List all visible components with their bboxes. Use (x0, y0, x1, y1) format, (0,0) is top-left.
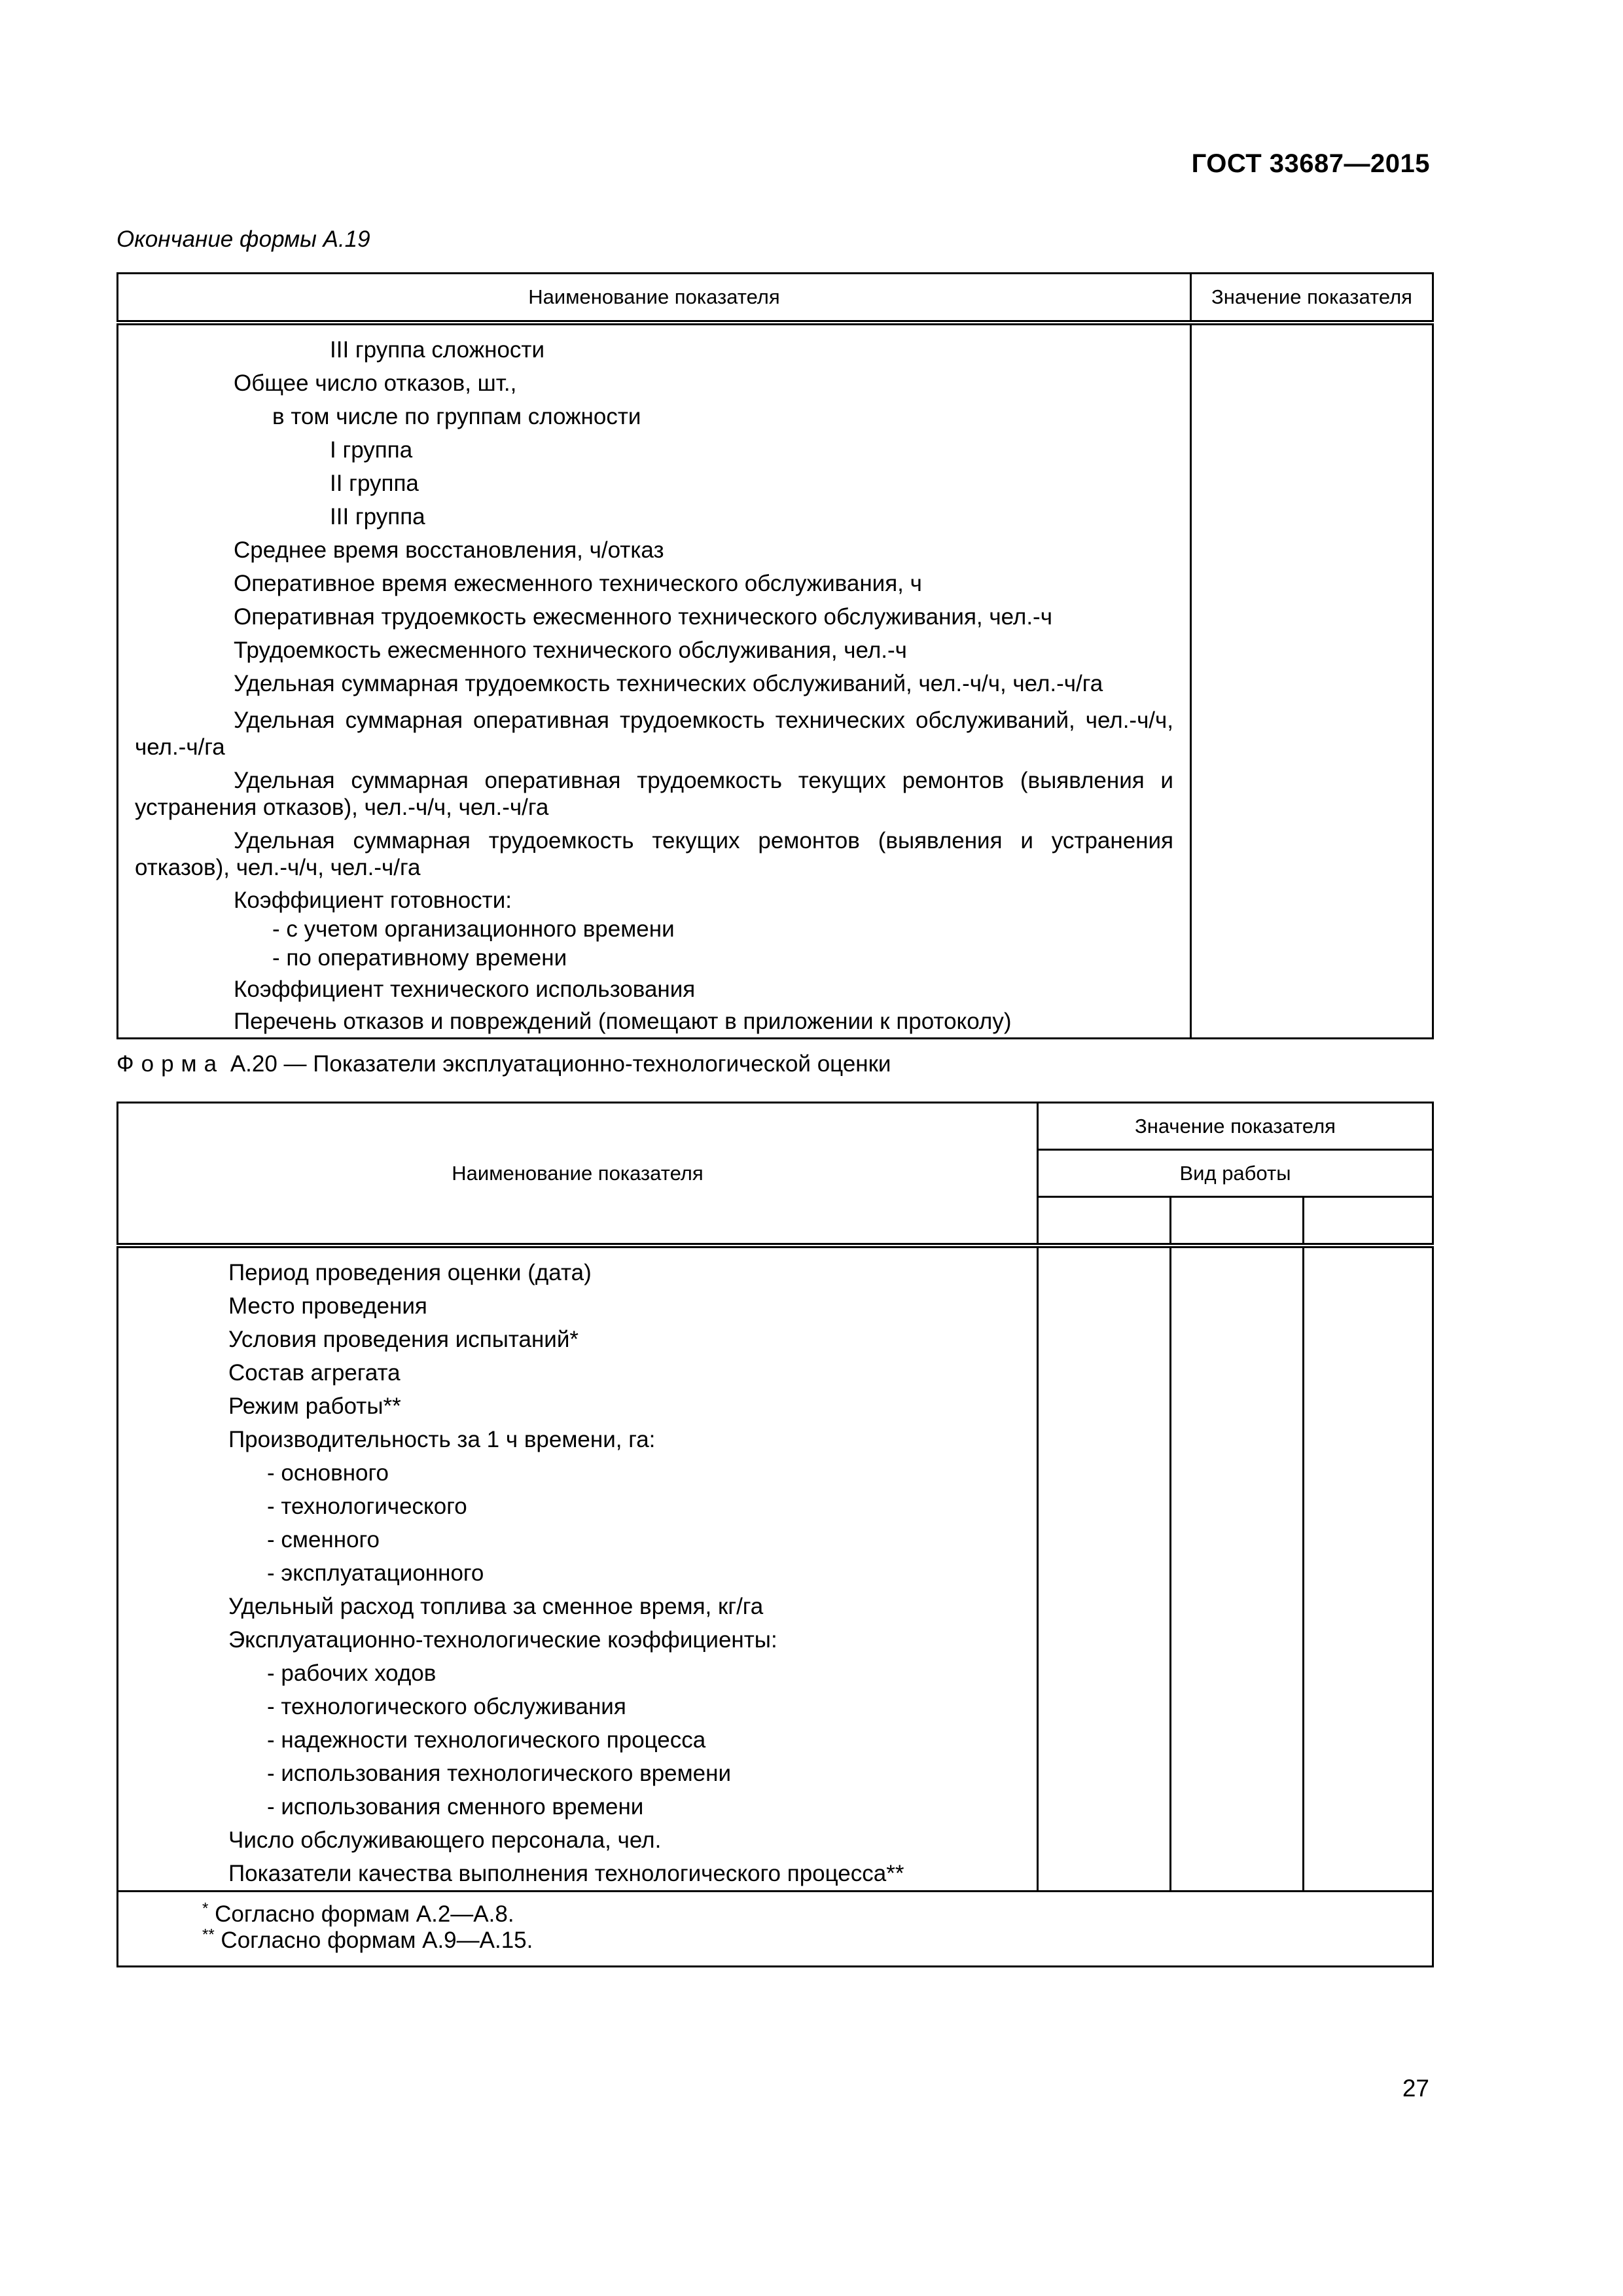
form-a19-table (116, 272, 1434, 1039)
column-header-work-type: Вид работы (1038, 1150, 1433, 1197)
list-item: Режим работы** (228, 1393, 401, 1419)
form-a20-caption (116, 1051, 891, 1077)
footnote-mark: * (202, 1899, 209, 1918)
list-item: Показатели качества выполнения технологического процесса** (228, 1861, 904, 1886)
footnote-mark: ** (202, 1926, 215, 1944)
list-item: Условия проведения испытаний* (228, 1327, 579, 1352)
list-item: Перечень отказов и повреждений (помещают в приложении к протоколу) (234, 1009, 1012, 1034)
standard-code: ГОСТ 33687—2015 (1191, 149, 1430, 178)
list-item: - по оперативному времени (272, 945, 567, 971)
column-header-name: Наименование показателя (118, 274, 1191, 323)
list-item: Удельная суммарная оперативная трудоемкость технических обслуживаний, чел.-ч/ч, чел.-ч/га (135, 708, 1173, 760)
list-item: Удельная суммарная трудоемкость текущих ремонтов (выявления и устранения отказов), чел.-ч/ч, чел.-ч/га (135, 828, 1173, 880)
table-body-row (118, 1246, 1433, 1892)
list-item: Оперативная трудоемкость ежесменного технического обслуживания, чел.-ч (234, 604, 1052, 630)
list-item: - эксплуатационного (267, 1560, 484, 1586)
list-item: Коэффициент технического использования (234, 977, 696, 1002)
column-header-name: Наименование показателя (118, 1103, 1038, 1246)
list-item: - надежности технологического процесса (267, 1727, 706, 1753)
list-item: Состав агрегата (228, 1360, 401, 1386)
table-header-row (118, 1103, 1433, 1150)
work-type-column (1171, 1197, 1304, 1246)
footnote-text: Согласно формам А.9—А.15. (221, 1928, 533, 1953)
list-item: - с учетом организационного времени (272, 916, 675, 942)
list-item: II группа (330, 471, 419, 496)
list-item: Общее число отказов, шт., (234, 370, 517, 396)
list-item: Удельная суммарная оперативная трудоемкость текущих ремонтов (выявления и устранения отказов), чел.-ч/ч, чел.-ч/га (135, 768, 1173, 820)
work-type-column (1038, 1197, 1171, 1246)
list-item: - использования сменного времени (267, 1794, 644, 1820)
list-item: III группа сложности (330, 337, 545, 363)
indicator-names-cell (118, 1246, 1038, 1892)
list-item: Производительность за 1 ч времени, га: (228, 1427, 656, 1452)
list-item: Период проведения оценки (дата) (228, 1260, 592, 1285)
list-item: I группа (330, 437, 413, 463)
list-item: III группа (330, 504, 425, 529)
column-header-value: Значение показателя (1191, 274, 1433, 323)
list-item: в том числе по группам сложности (272, 404, 641, 429)
value-cell (1191, 323, 1433, 1039)
list-item: Оперативное время ежесменного технического обслуживания, ч (234, 571, 922, 596)
list-item: Среднее время восстановления, ч/отказ (234, 537, 664, 563)
indicator-names-cell (118, 323, 1191, 1039)
page-number: 27 (1402, 2075, 1429, 2102)
work-type-column (1304, 1197, 1433, 1246)
footnote-row (118, 1892, 1433, 1967)
list-item: Удельный расход топлива за сменное время, кг/га (228, 1594, 764, 1619)
footnote-text: Согласно формам А.2—А.8. (215, 1901, 514, 1927)
list-item: Коэффициент готовности: (234, 888, 512, 913)
list-item: Эксплуатационно-технологические коэффициенты: (228, 1627, 777, 1653)
table-header-row (118, 274, 1433, 323)
caption-text: А.20 — Показатели эксплуатационно-технологической оценки (230, 1051, 891, 1077)
list-item: - технологического (267, 1494, 467, 1519)
list-item: - сменного (267, 1527, 380, 1552)
footnote (202, 1928, 1432, 1954)
list-item: Трудоемкость ежесменного технического обслуживания, чел.-ч (234, 637, 907, 663)
value-cell (1038, 1246, 1171, 1892)
form-a19-caption: Окончание формы А.19 (116, 226, 370, 252)
list-item: Место проведения (228, 1293, 427, 1319)
value-cell (1171, 1246, 1304, 1892)
value-cell (1304, 1246, 1433, 1892)
caption-word: Форма (116, 1051, 224, 1077)
form-a20-table (116, 1102, 1434, 1967)
list-item: - основного (267, 1460, 389, 1486)
list-item: - технологического обслуживания (267, 1694, 626, 1719)
column-header-value: Значение показателя (1038, 1103, 1433, 1150)
list-item: - рабочих ходов (267, 1660, 437, 1686)
footnotes-cell (118, 1892, 1433, 1967)
table-body-row (118, 323, 1433, 1039)
footnote (202, 1901, 1432, 1928)
list-item: - использования технологического времени (267, 1761, 732, 1786)
list-item: Удельная суммарная трудоемкость технических обслуживаний, чел.-ч/ч, чел.-ч/га (234, 671, 1103, 696)
list-item: Число обслуживающего персонала, чел. (228, 1827, 662, 1853)
